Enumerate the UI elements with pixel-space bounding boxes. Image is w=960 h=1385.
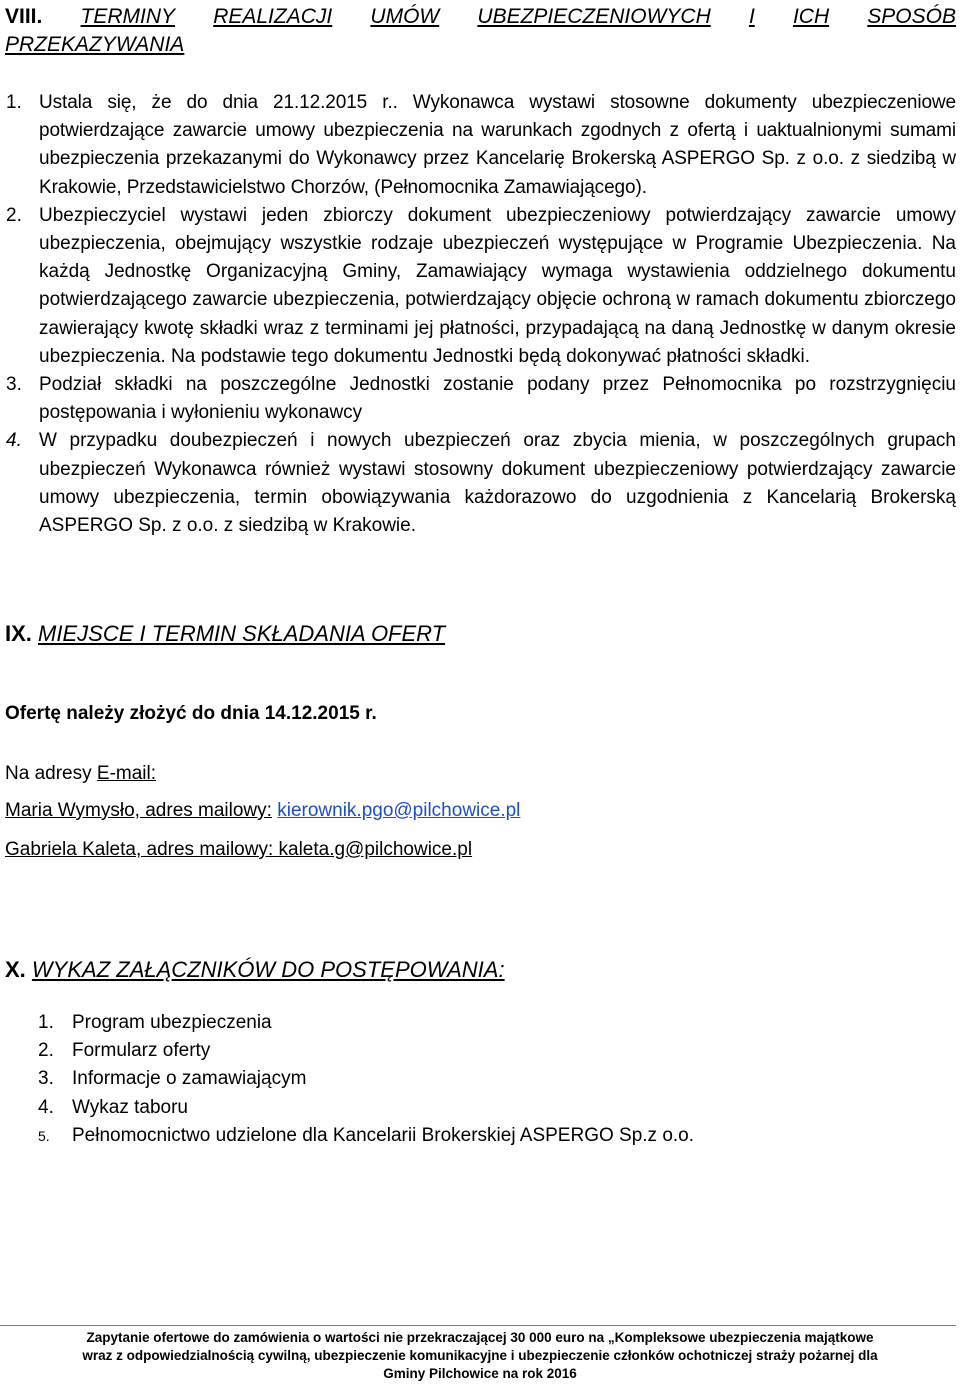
list-item-text: Ubezpieczyciel wystawi jeden zbiorczy dokument ubezpieczeniowy potwierdzający zawarcie umowy ubezpieczenia, obejmujący wszystkie rodzaje ubezpieczeń występujące w Programie Ubezpieczenia. Na każdą Jednostkę Organizacyjną Gminy, Zamawiający wymaga wystawienia oddzielnego dokumentu potwierdzającego zawarcie ubezpieczenia, potwierdzający objęcie ochroną w ramach dokumentu zbiorczego zawierający kwotę składki wraz z terminami jej płatności, przypadającą na daną Jednostkę w danym okresie ubezpieczenia. Na podstawie tego dokumentu Jednostki będą dokonywać płatności składki. xyxy=(39,204,956,367)
attachment-item xyxy=(0,1037,694,1065)
addresses-prefix: Na adresy xyxy=(5,763,92,784)
section-8-title-line1 xyxy=(5,3,956,31)
addresses-label: E-mail: xyxy=(96,763,157,784)
section-8-heading xyxy=(5,3,956,59)
list-item-text: W przypadku doubezpieczeń i nowych ubezpieczeń oraz zbycia mienia, w poszczególnych grupach ubezpieczeń Wykonawca również wystawi stosowny dokument ubezpieczeniowy potwierdzający zawarcie umowy ubezpieczenia, termin obowiązywania każdorazowo do uzgodnienia z Kancelarią Brokerską ASPERGO Sp. z o.o. z siedzibą w Krakowie. xyxy=(39,430,956,537)
attachment-text: Informacje o zamawiającym xyxy=(72,1068,307,1090)
list-item xyxy=(0,371,956,427)
section-8-title-word: UMÓW xyxy=(370,5,440,28)
section-10-number: X. xyxy=(5,957,26,982)
contact-1-email-link[interactable]: kierownik.pgo@pilchowice.pl xyxy=(277,800,521,821)
section-9-title: MIEJSCE I TERMIN SKŁADANIA OFERT xyxy=(38,621,446,646)
attachment-text: Pełnomocnictwo udzielone dla Kancelarii Brokerskiej ASPERGO Sp.z o.o. xyxy=(72,1124,695,1146)
list-item-text: Podział składki na poszczególne Jednostki zostanie podany przez Pełnomocnika po rozstrzygnięciu postępowania i wyłonieniu wykonawcy xyxy=(39,374,956,424)
page-footer xyxy=(0,1329,960,1383)
list-item-text: Ustala się, że do dnia 21.12.2015 r.. Wykonawca wystawi stosowne dokumenty ubezpieczeniowe potwierdzające zawarcie umowy ubezpieczenia na warunkach zgodnych z ofertą i uaktualnionymi sumami ubezpieczenia przekazanymi do Wykonawcy przez Kancelarię Brokerską ASPERGO Sp. z o.o. z siedzibą w Krakowie, Przedstawicielstwo Chorzów, (Pełnomocnika Zamawiającego). xyxy=(39,92,956,198)
list-item-marker: 1. xyxy=(6,92,22,113)
attachment-marker: 5. xyxy=(38,1127,50,1144)
section-8-title-word: SPOSÓB xyxy=(867,5,956,28)
section-10-heading xyxy=(5,956,956,984)
attachment-marker: 1. xyxy=(38,1012,54,1033)
attachment-item xyxy=(0,1009,694,1037)
section-8-title-word: TERMINY xyxy=(80,5,176,28)
section-8-title-word: UBEZPIECZENIOWYCH xyxy=(477,5,711,28)
list-item xyxy=(0,202,956,371)
section-8-number: VIII. xyxy=(5,5,43,28)
list-item-marker: 4. xyxy=(6,430,22,452)
list-item-marker: 3. xyxy=(6,374,22,396)
attachment-item xyxy=(0,1122,694,1150)
attachment-text: Program ubezpieczenia xyxy=(72,1012,272,1033)
attachment-item xyxy=(0,1065,694,1093)
attachment-marker: 4. xyxy=(38,1096,54,1118)
contact-2: Gabriela Kaleta, adres mailowy: kaleta.g@pilchowice.pl xyxy=(5,839,473,860)
attachment-text: Wykaz taboru xyxy=(72,1096,188,1118)
footer-line: wraz z odpowiedzialnością cywilną, ubezpieczenie komunikacyjne i ubezpieczenie członków ochotniczej straży pożarnej dla xyxy=(82,1348,878,1363)
section-8-title-word: ICH xyxy=(792,5,830,28)
list-item xyxy=(0,427,956,540)
contact-1 xyxy=(5,798,520,824)
footer-line: Gminy Pilchowice na rok 2016 xyxy=(383,1366,577,1381)
list-item-marker: 2. xyxy=(6,204,22,226)
section-8-title-word: REALIZACJI xyxy=(213,5,333,28)
addresses-heading xyxy=(5,761,156,787)
section-8-title-word: I xyxy=(748,5,755,28)
attachment-marker: 2. xyxy=(38,1040,54,1062)
attachment-item xyxy=(0,1094,694,1122)
footer-divider xyxy=(0,1325,956,1326)
footer-line: Zapytanie ofertowe do zamówienia o wartości nie przekraczającej 30 000 euro na „Kompleksowe ubezpieczenia majątkowe xyxy=(86,1330,874,1345)
list-item xyxy=(0,89,956,202)
section-10-title: WYKAZ ZAŁĄCZNIKÓW DO POSTĘPOWANIA: xyxy=(31,957,505,982)
section-8-title-line2: PRZEKAZYWANIA xyxy=(5,33,185,56)
attachment-text: Formularz oferty xyxy=(72,1040,211,1062)
offer-deadline: Ofertę należy złożyć do dnia 14.12.2015 r. xyxy=(5,703,377,724)
section-9-heading xyxy=(5,620,956,648)
section-9-number: IX. xyxy=(5,621,32,646)
contact-1-name: Maria Wymysło, adres mailowy: xyxy=(5,800,272,821)
attachments-list xyxy=(0,1009,694,1150)
section-8-list xyxy=(0,89,956,540)
attachment-marker: 3. xyxy=(38,1068,54,1090)
